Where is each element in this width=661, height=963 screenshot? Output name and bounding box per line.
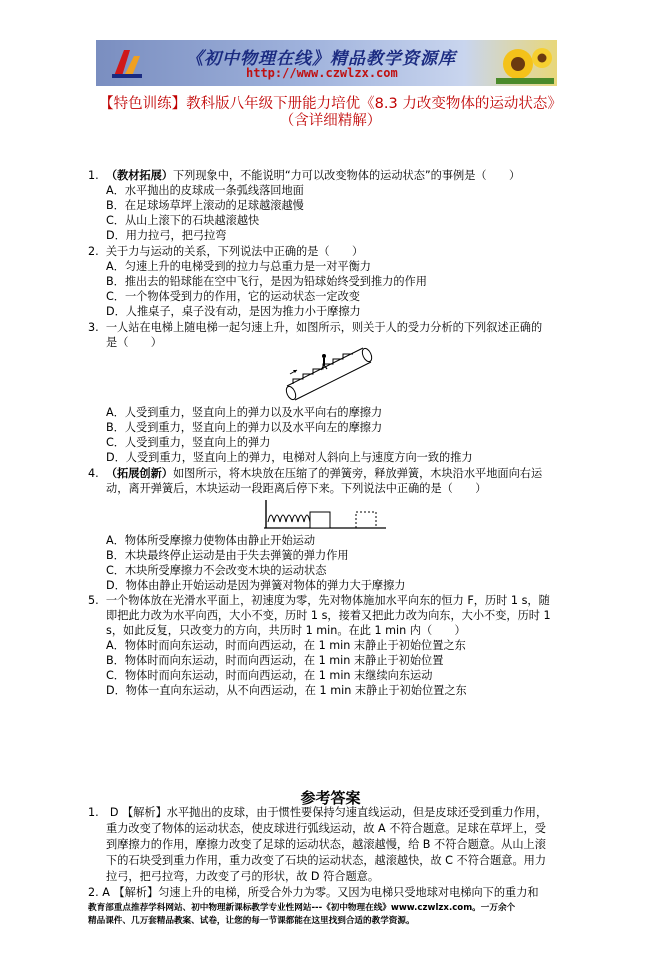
- option: C．人受到重力，竖直向上的弹力: [106, 436, 271, 449]
- answer-1-line: 下的石块受到重力作用，重力改变了石块的运动状态，越滚越快，故 C 不符合题意。用力: [106, 854, 547, 867]
- option: D．人推桌子，桌子没有动，是因为推力小于摩擦力: [106, 305, 361, 318]
- footer-line: 精品课件、几万套精品教案、试卷，让您的每一节课都能在这里找到合适的教学资源。: [88, 916, 415, 926]
- answer-1-line: 拉弓，把弓拉弯，力改变了弓的形状，故 D 符合题意。: [106, 870, 380, 883]
- escalator-figure: [283, 346, 375, 402]
- answer-1-line: 重力改变了物体的运动状态，使皮球进行弧线运动，故 A 不符合题意。足球在草坪上，受: [106, 822, 546, 835]
- option: B．推出去的铅球能在空中飞行，是因为铅球始终受到推力的作用: [106, 275, 427, 288]
- question-number: 2.: [88, 245, 99, 258]
- spring-block-figure: [262, 498, 392, 532]
- question-4-stem: [88, 467, 542, 481]
- option: D．物体由静止开始运动是因为弹簧对物体的弹力大于摩擦力: [106, 579, 406, 592]
- question-5-stem: [88, 594, 550, 608]
- question-number: 1.: [88, 169, 99, 182]
- question-tag: （教材拓展）: [105, 169, 173, 182]
- option: B．物体时而向东运动，时而向西运动，在 1 min 末静止于初始位置: [106, 654, 444, 667]
- question-3-stem: [88, 321, 542, 335]
- document-subtitle: （含详细精解）: [279, 113, 382, 129]
- header-banner: [96, 40, 557, 86]
- option: C．物体时而向东运动，时而向西运动，在 1 min 末继续向东运动: [106, 669, 433, 682]
- question-3-stem-cont: 是（ ）: [106, 336, 162, 349]
- option: B．木块最终停止运动是由于失去弹簧的弹力作用: [106, 549, 349, 562]
- site-logo-icon: [110, 46, 144, 80]
- question-text: 下列现象中，不能说明“力可以改变物体的运动状态”的事例是（ ）: [172, 169, 521, 182]
- question-number: 3.: [88, 321, 99, 334]
- option: A．人受到重力，竖直向上的弹力以及水平向右的摩擦力: [106, 406, 383, 419]
- option: A．匀速上升的电梯受到的拉力与总重力是一对平衡力: [106, 260, 371, 273]
- question-2-stem: [88, 245, 363, 259]
- answer-1-line: 到摩擦力的作用，摩擦力改变了足球的运动状态，越滚越慢，给 B 不符合题意。从山上滚: [106, 838, 546, 851]
- option: D．人受到重力，竖直向上的弹力，电梯对人斜向上与速度方向一致的推力: [106, 451, 473, 464]
- option: C．木块所受摩擦力不会改变木块的运动状态: [106, 564, 327, 577]
- option: D．物体一直向东运动，从不向西运动，在 1 min 末静止于初始位置之东: [106, 684, 467, 697]
- answer-2-line: 2. A 【解析】匀速上升的电梯，所受合外力为零。又因为电梯只受地球对电梯向下的重力和: [88, 886, 539, 899]
- answers-heading: 参考答案: [300, 789, 361, 807]
- question-text: 一人站在电梯上随电梯一起匀速上升，如图所示，则关于人的受力分析的下列叙述正确的: [105, 321, 543, 334]
- question-4-stem-cont: 动，离开弹簧后，木块运动一段距离后停下来。下列说法中正确的是（ ）: [106, 482, 487, 495]
- sunflower-icon: [496, 44, 554, 84]
- option: D．用力拉弓，把弓拉弯: [106, 229, 227, 242]
- question-5-stem-cont: 即把此力改为水平向西，大小不变，历时 1 s，接着又把此力改为向东，大小不变，历时 1: [106, 609, 551, 622]
- question-text: 如图所示，将木块放在压缩了的弹簧旁，释放弹簧，木块沿水平地面向右运: [172, 467, 543, 480]
- option: C．从山上滚下的石块越滚越快: [106, 214, 260, 227]
- question-text: 一个物体放在光滑水平面上，初速度为零，先对物体施加水平向东的恒力 F，历时 1 s，随: [105, 594, 550, 607]
- option: A．物体所受摩擦力使物体由静止开始运动: [106, 534, 316, 547]
- question-number: 5.: [88, 594, 99, 607]
- option: B．在足球场草坪上滚动的足球越滚越慢: [106, 199, 304, 212]
- question-5-stem-cont: s，如此反复，只改变力的方向，共历时 1 min。在此 1 min 内（ ）: [106, 624, 466, 637]
- banner-title: 《初中物理在线》精品教学资源库: [186, 49, 456, 69]
- option: B．人受到重力，竖直向上的弹力以及水平向左的摩擦力: [106, 421, 383, 434]
- banner-url[interactable]: http://www.czwlzx.com: [246, 66, 398, 80]
- answer-1-line: 1. D 【解析】水平抛出的皮球，由于惯性要保持匀速直线运动，但是皮球还受到重力作用，: [88, 806, 548, 819]
- question-tag: （拓展创新）: [105, 467, 173, 480]
- option: A．物体时而向东运动，时而向西运动，在 1 min 末静止于初始位置之东: [106, 639, 466, 652]
- document-title: 【特色训练】教科版八年级下册能力培优《8.3 力改变物体的运动状态》: [99, 96, 562, 112]
- question-1-stem: [88, 169, 520, 183]
- option: C．一个物体受到力的作用，它的运动状态一定改变: [106, 290, 360, 303]
- option: A．水平抛出的皮球成一条弧线落回地面: [106, 184, 304, 197]
- footer-line: 教育部重点推荐学科网站、初中物理新课标教学专业性网站---《初中物理在线》www.czwlzx.com。一万余个: [88, 903, 516, 913]
- question-text: 关于力与运动的关系，下列说法中正确的是（ ）: [105, 245, 364, 258]
- question-number: 4.: [88, 467, 99, 480]
